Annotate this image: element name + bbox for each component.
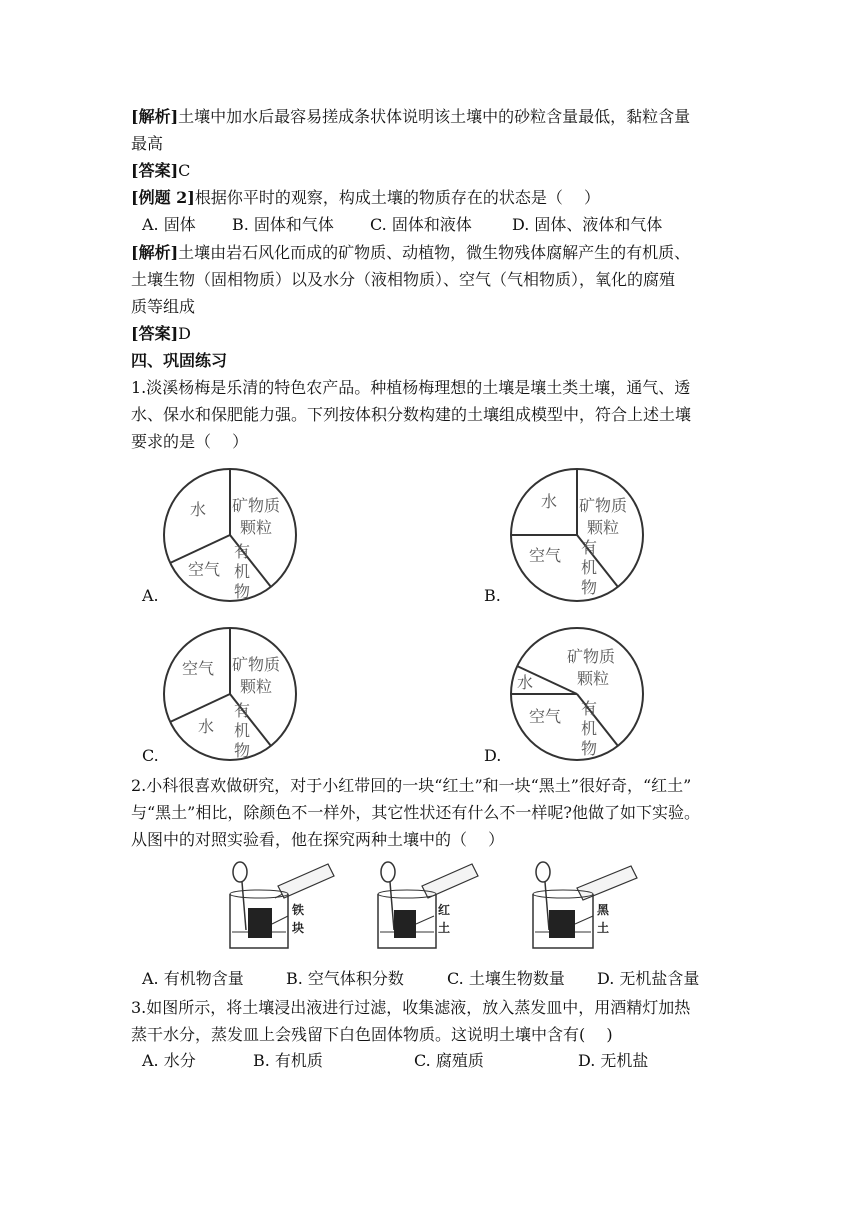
example-2-option-b[interactable]: B. 固体和气体	[232, 215, 334, 234]
label-organic-1: 有	[234, 701, 251, 720]
analysis-2: [解析]土壤由岩石风化而成的矿物质、动植物，微生物残体腐解产生的有机质、	[131, 243, 691, 262]
analysis-2-line2: 土壤生物（固相物质）以及水分（液相物质）、空气（气相物质），氧化的腐殖	[131, 270, 676, 289]
answer-1: [答案]C	[131, 161, 191, 180]
option-b-label[interactable]: B.	[484, 586, 501, 605]
label-organic-3: 物	[581, 739, 598, 758]
example-2-option-d[interactable]: D. 固体、液体和气体	[512, 215, 663, 234]
label-air: 空气	[188, 560, 221, 579]
label-air: 空气	[529, 546, 562, 565]
question-3-option-c[interactable]: C. 腐殖质	[414, 1051, 484, 1070]
question-2-line1: 2.小科很喜欢做研究，对于小红带回的一块“红土”和一块“黑土”很好奇，“红土”	[131, 776, 692, 795]
question-1-line1: 1.淡溪杨梅是乐清的特色农产品。种植杨梅理想的土壤是壤土类土壤，通气、透	[131, 378, 691, 397]
section-title: 四、巩固练习	[131, 351, 228, 370]
question-2-option-d[interactable]: D. 无机盐含量	[597, 969, 700, 988]
question-1-line2: 水、保水和保肥能力强。下列按体积分数构建的土壤组成模型中，符合上述土壤	[131, 405, 692, 424]
label-organic-3: 物	[581, 578, 598, 597]
label-water: 水	[517, 673, 534, 692]
answer-2: [答案]D	[131, 324, 191, 343]
question-3-line1: 3.如图所示，将土壤浸出液进行过滤，收集滤液，放入蒸发皿中，用酒精灯加热	[131, 998, 691, 1017]
label-organic-2: 机	[581, 719, 598, 738]
label-organic-3: 物	[234, 582, 251, 601]
beaker-3-label-2: 土	[597, 921, 610, 935]
option-c-label[interactable]: C.	[142, 746, 159, 765]
pie-option-d[interactable]	[507, 624, 647, 764]
question-2-line2: 与“黑土”相比，除颜色不一样外，其它性状还有什么不一样呢?他做了如下实验。	[131, 803, 700, 822]
analysis-1: [解析]土壤中加水后最容易搓成条状体说明该土壤中的砂粒含量最低，黏粒含量	[131, 107, 691, 126]
beaker-2-label-1: 红	[438, 903, 451, 917]
label-water: 水	[541, 492, 558, 511]
question-2-option-a[interactable]: A. 有机物含量	[142, 969, 244, 988]
label-mineral-2: 颗粒	[240, 518, 273, 537]
label-mineral-1: 矿物质	[579, 496, 628, 515]
label-air: 空气	[529, 707, 562, 726]
pie-option-b[interactable]	[507, 465, 647, 605]
question-3-line2: 蒸干水分，蒸发皿上会残留下白色固体物质。这说明土壤中含有( )	[131, 1025, 613, 1044]
example-2-option-c[interactable]: C. 固体和液体	[370, 215, 472, 234]
beaker-1-label-1: 铁	[292, 903, 305, 917]
example-2-option-a[interactable]: A. 固体	[142, 215, 196, 234]
label-organic-1: 有	[581, 538, 598, 557]
label-mineral-2: 颗粒	[240, 677, 273, 696]
label-mineral-1: 矿物质	[232, 655, 281, 674]
label-organic-2: 机	[581, 558, 598, 577]
question-2-option-c[interactable]: C. 土壤生物数量	[447, 969, 565, 988]
option-d-label[interactable]: D.	[484, 746, 502, 765]
label-air: 空气	[182, 659, 215, 678]
question-3-option-a[interactable]: A. 水分	[142, 1051, 196, 1070]
beaker-black-soil	[527, 858, 647, 958]
label-mineral-1: 矿物质	[232, 496, 281, 515]
option-a-label[interactable]: A.	[142, 586, 159, 605]
question-2-line3: 从图中的对照实验看，他在探究两种土壤中的（ ）	[131, 830, 505, 849]
label-mineral-2: 颗粒	[577, 669, 610, 688]
analysis-1-cont: 最高	[131, 134, 164, 153]
label-water: 水	[198, 717, 215, 736]
question-2-option-b[interactable]: B. 空气体积分数	[286, 969, 404, 988]
pie-option-a[interactable]	[160, 465, 300, 605]
label-organic-2: 机	[234, 721, 251, 740]
example-2: [例题 2]根据你平时的观察，构成土壤的物质存在的状态是（ ）	[131, 188, 600, 207]
label-water: 水	[190, 500, 207, 519]
beaker-3-label-1: 黑	[597, 903, 610, 917]
beaker-1-label-2: 块	[292, 921, 305, 935]
beaker-2-label-2: 土	[438, 921, 451, 935]
question-1-line3: 要求的是（ ）	[131, 432, 249, 451]
pie-option-c[interactable]	[160, 624, 300, 764]
label-organic-2: 机	[234, 562, 251, 581]
beaker-red-soil	[370, 858, 490, 958]
label-mineral-2: 颗粒	[587, 518, 620, 537]
label-organic-3: 物	[234, 741, 251, 760]
analysis-2-line3: 质等组成	[131, 297, 196, 316]
question-3-option-b[interactable]: B. 有机质	[253, 1051, 323, 1070]
label-mineral-1: 矿物质	[567, 647, 616, 666]
question-3-option-d[interactable]: D. 无机盐	[578, 1051, 649, 1070]
label-organic-1: 有	[581, 699, 598, 718]
analysis-tag: [解析]	[131, 107, 179, 126]
beaker-iron-block	[220, 858, 340, 958]
label-organic-1: 有	[234, 542, 251, 561]
